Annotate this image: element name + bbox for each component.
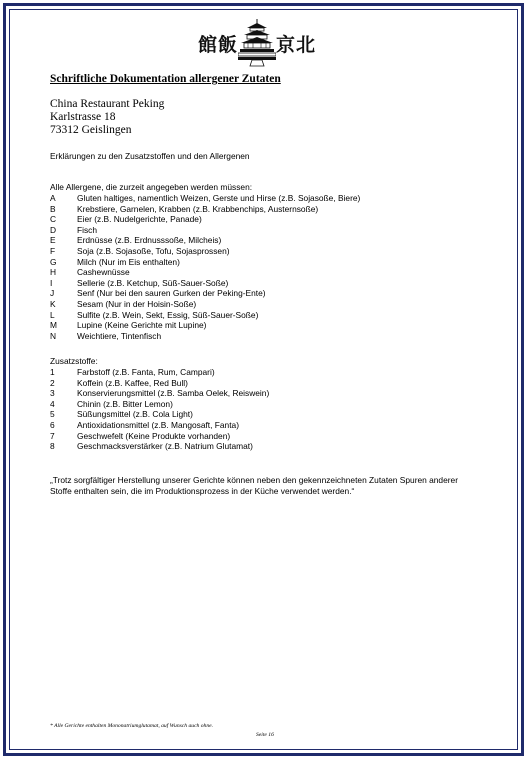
additive-item bbox=[50, 367, 269, 378]
additive-code: 1 bbox=[50, 367, 55, 377]
additive-item bbox=[50, 409, 269, 420]
additive-text: Farbstoff (z.B. Fanta, Rum, Campari) bbox=[77, 367, 215, 377]
allergen-code: G bbox=[50, 256, 57, 267]
allergen-text: Krebstiere, Garnelen, Krabben (z.B. Krabbenchips, Austernsoße) bbox=[77, 203, 319, 214]
allergen-item bbox=[50, 267, 360, 278]
logo-char-1: 館 bbox=[198, 34, 218, 56]
allergen-code: J bbox=[50, 288, 55, 299]
additive-text: Koffein (z.B. Kaffee, Red Bull) bbox=[77, 377, 188, 388]
additive-code: 4 bbox=[50, 398, 55, 409]
allergen-item bbox=[50, 288, 360, 299]
restaurant-logo bbox=[198, 18, 318, 72]
allergen-code: H bbox=[50, 267, 57, 278]
restaurant-name: China Restaurant Peking bbox=[50, 98, 165, 110]
additive-item bbox=[50, 441, 269, 452]
allergen-text: Sesam (Nur in der Hoisin-Soße) bbox=[77, 298, 197, 309]
footnote: * Alle Gerichte enthalten Mononatriumglutamat, auf Wunsch auch ohne. bbox=[50, 723, 214, 729]
restaurant-address bbox=[50, 98, 164, 137]
additive-text: Geschmacksverstärker (z.B. Natrium Glutamat) bbox=[77, 441, 253, 452]
restaurant-street: Karlstrasse 18 bbox=[50, 111, 116, 123]
allergen-code: C bbox=[50, 214, 57, 225]
allergen-item bbox=[50, 278, 360, 289]
additive-code: 8 bbox=[50, 441, 55, 452]
allergen-text: Weichtiere, Tintenfisch bbox=[77, 330, 162, 341]
additive-item bbox=[50, 399, 269, 410]
additive-text: Antioxidationsmittel (z.B. Mangosaft, Fanta) bbox=[77, 419, 239, 430]
additive-item bbox=[50, 388, 269, 399]
allergen-item bbox=[50, 299, 360, 310]
page-number: Seite 16 bbox=[256, 732, 274, 738]
additive-code: 5 bbox=[50, 409, 55, 420]
allergen-text: Senf (Nur bei den sauren Gurken der Peking-Ente) bbox=[77, 288, 266, 299]
allergen-text: Eier (z.B. Nudelgerichte, Panade) bbox=[77, 214, 202, 225]
allergen-item bbox=[50, 320, 360, 331]
disclaimer-note: „Trotz sorgfältiger Herstellung unserer Gerichte können neben den gekennzeichneten Zutaten Spuren anderer Stoffe enthalten sein, die im Produktionsprozess in der Küche verwendet werden.“ bbox=[50, 475, 458, 496]
allergen-item bbox=[50, 257, 360, 268]
allergen-code: B bbox=[50, 203, 56, 214]
allergen-text: Soja (z.B. Sojasoße, Tofu, Sojasprossen) bbox=[77, 245, 230, 256]
additive-item bbox=[50, 378, 269, 389]
allergen-code: M bbox=[50, 320, 57, 331]
allergen-list bbox=[50, 193, 360, 341]
logo-char-4: 北 bbox=[296, 34, 316, 56]
allergen-item bbox=[50, 214, 360, 225]
allergen-text: Fisch bbox=[77, 224, 98, 235]
allergen-text: Sellerie (z.B. Ketchup, Süß-Sauer-Soße) bbox=[77, 277, 229, 288]
additive-code: 7 bbox=[50, 430, 55, 441]
allergen-code: I bbox=[50, 277, 53, 288]
allergen-item bbox=[50, 246, 360, 257]
allergen-item bbox=[50, 193, 360, 204]
allergen-code: A bbox=[50, 193, 56, 203]
additive-code: 2 bbox=[50, 377, 55, 388]
logo-char-3: 京 bbox=[276, 34, 296, 56]
additive-code: 3 bbox=[50, 388, 55, 399]
additive-code: 6 bbox=[50, 419, 55, 430]
allergen-code: E bbox=[50, 235, 56, 246]
logo-char-2: 飯 bbox=[218, 34, 238, 56]
allergen-code: D bbox=[50, 224, 57, 235]
additive-item bbox=[50, 420, 269, 431]
temple-of-heaven-icon bbox=[238, 18, 276, 68]
allergen-code: F bbox=[50, 245, 56, 256]
allergen-item bbox=[50, 310, 360, 321]
allergen-code: N bbox=[50, 330, 57, 341]
allergen-text: Erdnüsse (z.B. Erdnusssoße, Milcheis) bbox=[77, 235, 222, 246]
allergen-text: Sulfite (z.B. Wein, Sekt, Essig, Süß-Sauer-Soße) bbox=[77, 309, 259, 320]
allergen-text: Lupine (Keine Gerichte mit Lupine) bbox=[77, 320, 207, 331]
allergen-item bbox=[50, 204, 360, 215]
allergen-text: Gluten haltiges, namentlich Weizen, Gerste und Hirse (z.B. Sojasoße, Biere) bbox=[77, 193, 361, 203]
additives-heading: Zusatzstoffe: bbox=[50, 356, 98, 366]
restaurant-city: 73312 Geislingen bbox=[50, 124, 132, 136]
allergen-code: L bbox=[50, 309, 55, 320]
allergen-item bbox=[50, 235, 360, 246]
additive-item bbox=[50, 431, 269, 442]
intro-text: Erklärungen zu den Zusatzstoffen und den Allergenen bbox=[50, 151, 250, 161]
additive-text: Geschwefelt (Keine Produkte vorhanden) bbox=[77, 430, 231, 441]
allergen-code: K bbox=[50, 298, 56, 309]
additive-list bbox=[50, 367, 269, 452]
allergens-heading: Alle Allergene, die zurzeit angegeben werden müssen: bbox=[50, 182, 253, 192]
allergen-text: Cashewnüsse bbox=[77, 267, 130, 278]
allergen-item bbox=[50, 331, 360, 342]
document-title: Schriftliche Dokumentation allergener Zutaten bbox=[50, 73, 281, 85]
allergen-text: Milch (Nur im Eis enthalten) bbox=[77, 256, 180, 267]
additive-text: Chinin (z.B. Bitter Lemon) bbox=[77, 398, 173, 409]
additive-text: Konservierungsmittel (z.B. Samba Oelek, Reiswein) bbox=[77, 388, 270, 399]
allergen-item bbox=[50, 225, 360, 236]
additive-text: Süßungsmittel (z.B. Cola Light) bbox=[77, 409, 193, 420]
